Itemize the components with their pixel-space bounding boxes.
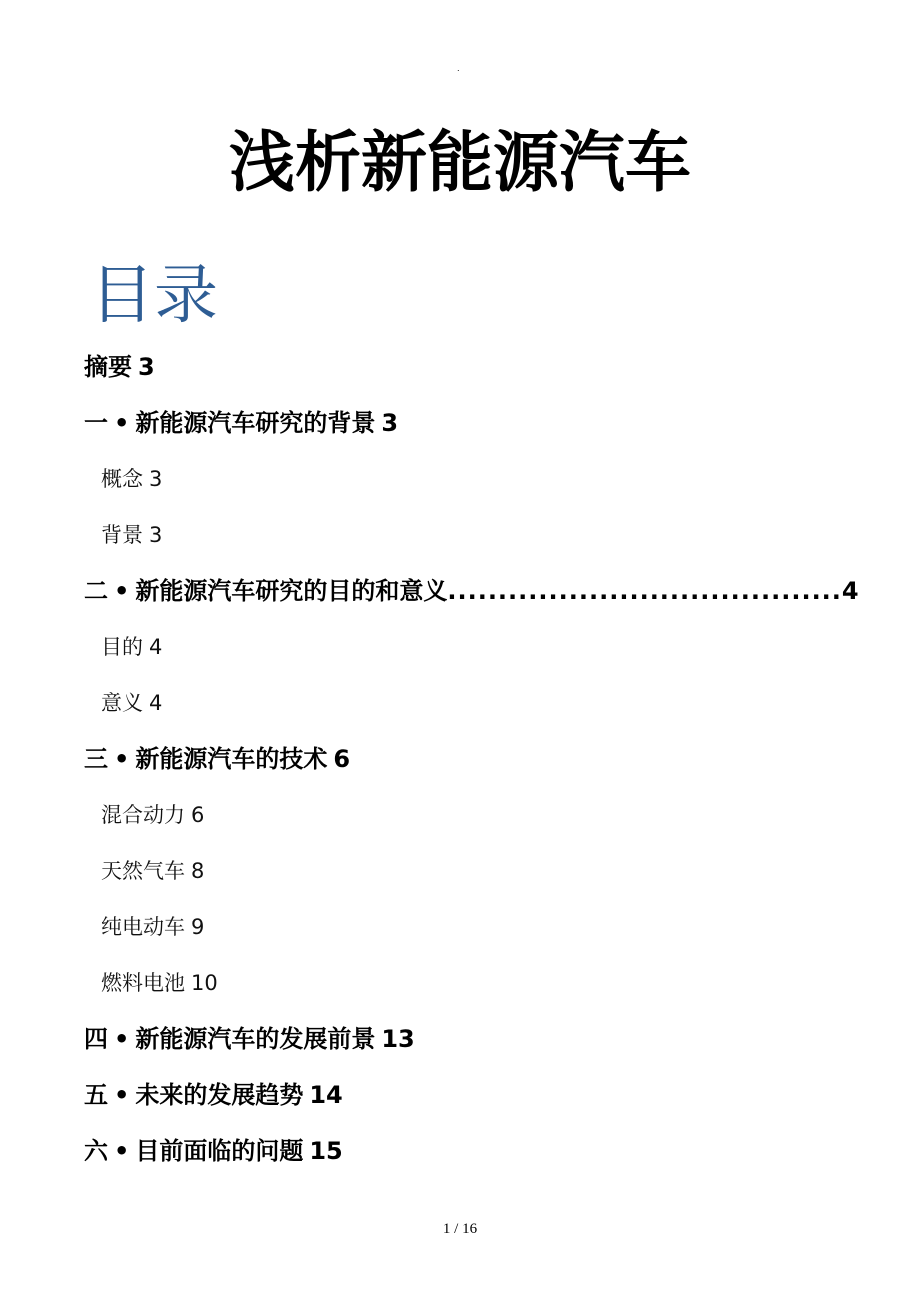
toc-entry-page: 14 [309, 1081, 343, 1109]
toc-entry-number: 二 [84, 577, 108, 605]
toc-entry[interactable] [84, 1067, 844, 1123]
bullet-icon: • [114, 1137, 130, 1165]
toc-entry-title: 目的 [101, 635, 143, 659]
toc-entry-page: 13 [381, 1025, 415, 1053]
toc-entry-page: 9 [191, 915, 205, 939]
toc-entry-title: 天然气车 [101, 859, 185, 883]
toc-entry-page: 6 [191, 803, 205, 827]
toc-entry-page: 8 [191, 859, 205, 883]
document-title: 浅析新能源汽车 [229, 123, 691, 201]
toc-entry-page: 3 [149, 523, 163, 547]
toc-entry-title: 概念 [101, 467, 143, 491]
toc-entry-title: 混合动力 [101, 803, 185, 827]
toc-entry[interactable] [84, 787, 844, 843]
toc-entry[interactable] [84, 339, 844, 395]
page-indicator: 1 / 16 [442, 1221, 478, 1237]
toc-entry-number: 六 [84, 1137, 108, 1165]
toc-entry-page: 4 [149, 691, 163, 715]
toc-entry-number: 一 [84, 409, 108, 437]
toc-entry-number: 四 [84, 1025, 108, 1053]
toc-entry-number: 五 [84, 1081, 108, 1109]
toc-entry-page: 4 [841, 577, 859, 605]
bullet-icon: • [114, 1081, 130, 1109]
toc-entry-title: 摘要 [84, 353, 132, 381]
toc-entry-title: 纯电动车 [101, 915, 185, 939]
toc-entry[interactable] [84, 1011, 844, 1067]
toc-entry-title: 未来的发展趋势 [135, 1081, 304, 1109]
toc-entry[interactable] [84, 899, 844, 955]
toc-entry[interactable] [84, 843, 844, 899]
bullet-icon: • [114, 409, 130, 437]
toc-dot-leader: ....................................... [447, 577, 842, 605]
toc-entry[interactable] [84, 507, 844, 563]
toc-entry-page: 4 [149, 635, 163, 659]
toc-entry[interactable] [84, 563, 859, 619]
bullet-icon: • [114, 577, 130, 605]
header-dot: . [457, 64, 460, 73]
toc-entry-title: 目前面临的问题 [135, 1137, 304, 1165]
toc-entry[interactable] [84, 395, 844, 451]
bullet-icon: • [114, 745, 130, 773]
toc-entry[interactable] [84, 955, 844, 1011]
bullet-icon: • [114, 1025, 130, 1053]
toc-entry-page: 3 [138, 353, 155, 381]
toc-entry-title: 新能源汽车的发展前景 [135, 1025, 376, 1053]
toc-entry-title: 背景 [101, 523, 143, 547]
toc-entry[interactable] [84, 451, 844, 507]
toc-entry[interactable] [84, 619, 844, 675]
toc-entry-title: 新能源汽车研究的目的和意义 [135, 577, 448, 605]
toc-entry-title: 新能源汽车的技术 [135, 745, 328, 773]
toc-entry-title: 燃料电池 [101, 971, 185, 995]
table-of-contents [84, 339, 859, 1179]
toc-entry-page: 3 [381, 409, 399, 437]
toc-heading: 目录 [90, 259, 218, 333]
toc-entry-title: 意义 [101, 691, 143, 715]
toc-entry-title: 新能源汽车研究的背景 [135, 409, 376, 437]
toc-entry-page: 10 [191, 971, 218, 995]
toc-entry[interactable] [84, 1123, 844, 1179]
toc-entry[interactable] [84, 675, 844, 731]
toc-entry-number: 三 [84, 745, 108, 773]
toc-entry-page: 6 [333, 745, 351, 773]
toc-entry-page: 3 [149, 467, 163, 491]
toc-entry[interactable] [84, 731, 844, 787]
toc-entry-page: 15 [309, 1137, 343, 1165]
